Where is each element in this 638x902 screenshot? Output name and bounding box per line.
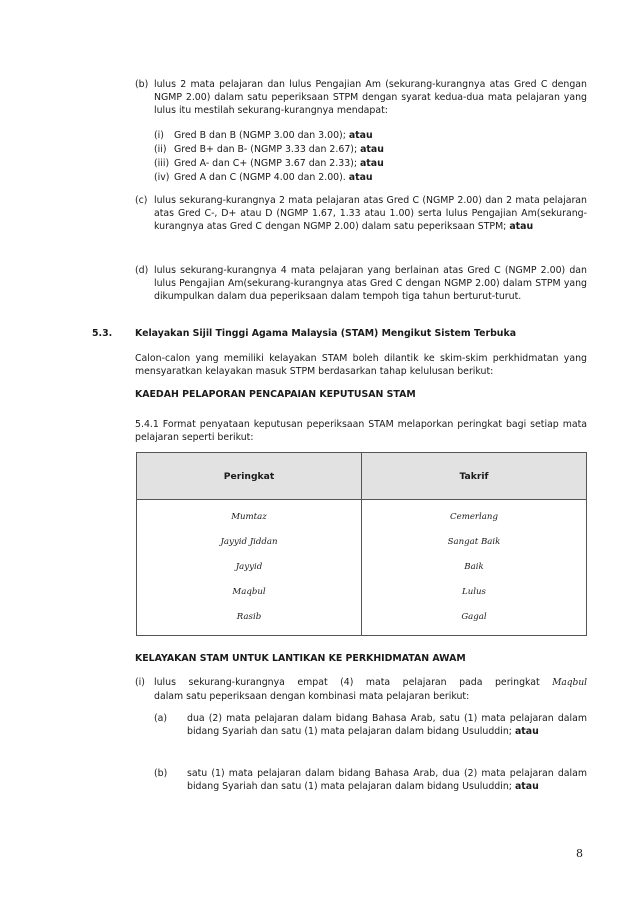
section-title: Kelayakan Sijil Tinggi Agama Malaysia (STAM) Mengikut Sistem Terbuka — [135, 328, 517, 339]
sub-a-label: (a) — [154, 713, 168, 724]
item-d-label: (d) — [135, 265, 149, 276]
table-cell: Sangat Baik — [447, 537, 501, 547]
sub-a-text: dua (2) mata pelajaran dalam bidang Bahasa Arab, satu (1) mata pelajaran dalam bidang Syariah dan satu (1) mata pelajaran dalam bidang Usuluddin; atau — [187, 713, 587, 738]
sub-b-text: satu (1) mata pelajaran dalam bidang Bahasa Arab, dua (2) mata pelajaran dalam bidang Syariah dan satu (1) mata pelajaran dalam bidang Usuluddin; atau — [187, 768, 587, 793]
table-header-peringkat: Peringkat — [223, 471, 275, 482]
sublist-item: (ii) Gred B+ dan B- (NGMP 3.33 dan 2.67); atau — [154, 144, 384, 155]
heading-kelayakan: KELAYAKAN STAM UNTUK LANTIKAN KE PERKHIDMATAN AWAM — [135, 653, 466, 664]
table-cell: Jayyid Jiddan — [220, 537, 278, 547]
para-5-4-1: 5.4.1 Format penyataan keputusan peperiksaan STAM melaporkan peringkat bagi setiap mata pelajaran seperti berikut: — [135, 419, 587, 444]
table-cell: Maqbul — [232, 587, 266, 597]
table-cell: Lulus — [462, 587, 486, 597]
table-header-takrif: Takrif — [459, 471, 489, 482]
section-intro: Calon-calon yang memiliki kelayakan STAM boleh dilantik ke skim-skim perkhidmatan yang mensyaratkan kelayakan masuk STPM berdasarkan tahap kelulusan berikut: — [135, 353, 587, 378]
grade-table — [136, 452, 587, 636]
sublist-item: (i) Gred B dan B (NGMP 3.00 dan 3.00); atau — [154, 130, 373, 141]
item-b-label: (b) — [135, 79, 149, 90]
table-cell: Jayyid — [235, 562, 263, 572]
table-cell: Baik — [464, 562, 484, 572]
table-cell: Cemerlang — [450, 512, 498, 522]
item-c-label: (c) — [135, 195, 148, 206]
sublist-item: (iv) Gred A dan C (NGMP 4.00 dan 2.00). atau — [154, 172, 373, 183]
section-number: 5.3. — [92, 328, 113, 339]
item-i-text: lulus sekurang-kurangnya empat (4) mata pelajaran pada peringkat Maqbul dalam satu peperiksaan dengan kombinasi mata pelajaran berikut: — [154, 677, 587, 703]
heading-kaedah: KAEDAH PELAPORAN PENCAPAIAN KEPUTUSAN STAM — [135, 389, 416, 400]
page-number: 8 — [576, 847, 583, 860]
item-b-text: lulus 2 mata pelajaran dan lulus Pengajian Am (sekurang-kurangnya atas Gred C dengan NGMP 2.00) dalam satu peperiksaan STPM dengan syarat kedua-dua mata pelajaran yang lulus itu mestilah sekurang-kurangnya mendapat: — [154, 79, 587, 117]
sub-b-label: (b) — [154, 768, 168, 779]
table-cell: Gagal — [461, 612, 487, 622]
sublist-item: (iii) Gred A- dan C+ (NGMP 3.67 dan 2.33); atau — [154, 158, 384, 169]
item-d-text: lulus sekurang-kurangnya 4 mata pelajaran yang berlainan atas Gred C (NGMP 2.00) dan lulus Pengajian Am(sekurang-kurangnya atas Gred C dengan NGMP 2.00) dalam STPM yang dikumpulkan dalam dua peperiksaan dalam tempoh tiga tahun berturut-turut. — [154, 265, 587, 303]
table-cell: Mumtaz — [231, 512, 267, 522]
item-i-label: (i) — [135, 677, 145, 688]
item-c-text: lulus sekurang-kurangnya 2 mata pelajaran atas Gred C (NGMP 2.00) dan 2 mata pelajaran atas Gred C-, D+ atau D (NGMP 1.67, 1.33 atau 1.00) serta lulus Pengajian Am(sekurang-kurangnya atas Gred C dengan NGMP 2.00) dalam satu peperiksaan STPM; atau — [154, 195, 587, 233]
table-cell: Rasib — [236, 612, 262, 622]
